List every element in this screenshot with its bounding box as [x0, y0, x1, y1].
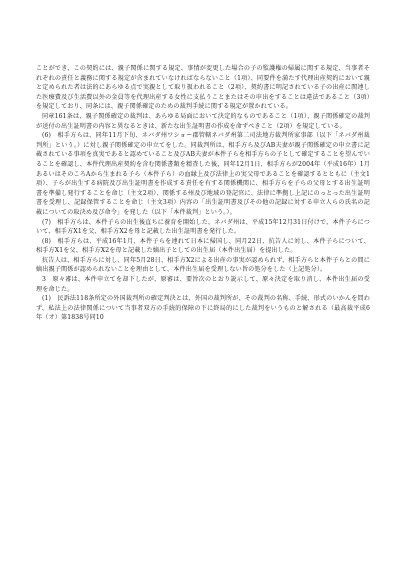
paragraph-2: 同章161条は、親子関係確定の裁判は、あらゆる局面において決定的なものであること（1項）、親子関係確定の裁判が送付の出生証明書の内容と異なるときは、新たな出生証明書の作成を命ずべきこと（2項）を規定している。: [36, 112, 370, 130]
paragraph-item-6: (6) 相手方らは、同年11月下旬、ネバダ州ワショー郡管轄ネバダ州第二司法地方裁判所家事部（以下「ネバダ州裁判所」という。）に対し親子関係確定の申立てをした。同裁判所は、相手方ら及びAB夫妻が親子関係確定の申立書に記載されている事項を真実であると認めていること及びAB夫妻が本件子らを相手方らの子として確定することを望んでいることを確認し、本件代理出産契約を含む関係書類を精査した後、同年12月1日、相手方らが2004年（平成16年）1月あるいはそのころAから生まれる子ら（本件子ら）の血縁上及び法律上の実父母であることを確認するとともに（主文1項）、子らが出生する病院及び出生証明書を作成する責任を有する関係機関に、相手方らを子らの父母とする出生証明書を準備し発行することを命じ（主文2項）、関係する州及び地域の登記官に、法律に準拠し上記にのっとった出生証明書を受理し、記録保管することを命じ（主文3項）内容の「出生証明書及びその他の記録に対する申立人らの氏名の記載についての取決め及び命令」を発した（以下「本件裁判」という。）。: [36, 132, 370, 216]
paragraph-item-7: (7) 相手方らは、本件子らの出生後直ちに養育を開始した。ネバダ州は、平成15年12月31日付けで、本件子らについて、相手方X1を父、相手方X2を母と記載した出生証明書を発行した。: [36, 218, 370, 236]
paragraph-rejection: 抗告人は、相手方らに対し、同年5月28日、相手方X2による出産の事実が認められず、相手方らと本件子らとの間に嫡出親子関係が認められないことを理由として、本件出生届を受理しない旨の処分をした（上記処分）。: [36, 256, 370, 274]
paragraph-1: ことができ、この契約には、親子関係に関する規定、事情が変更した場合の子の監護権の帰属に関する規定、当事者それぞれの責任と義務に関する規定が含まれていなければならないこと（1項）、同要件を満たす代理出産契約において親と定められた者は法的にあらゆる点で実親として取り扱われること（2項）、契約書に明記されている子の出産に関連した医療費及び生活費以外の金員等を代理出産する女性に支払うことまたはその申出をすることは違法であること（3項）を規定しており、同条には、親子関係確定のための裁判手続に関する規定が置かれている。: [36, 65, 370, 111]
paragraph-item-1: (1) 民訴法118条所定の外国裁判所の確定判決とは、外国の裁判所が、その裁判の名称、手続、形式のいかんを問わず、私法上の法律関係について当事者双方の手続的保障の下に終局的にした裁判をいうものと解される（最高裁平成6年（オ）第1838号同10: [36, 295, 370, 322]
paragraph-item-8: (8) 相手方らは、平成16年1月、本件子らを連れて日本に帰国し、同月22日、抗告人に対し、本件子らについて、相手方X1を父、相手方X2を母と記載した嫡出子としての出生届（本件出生届）を提出した。: [36, 237, 370, 255]
paragraph-section-3: 3 原々審は、本件申立てを却下したが、原審は、要旨次のとおり説示して、原々決定を取り消し、本件出生届の受理を命じた。: [36, 276, 370, 293]
